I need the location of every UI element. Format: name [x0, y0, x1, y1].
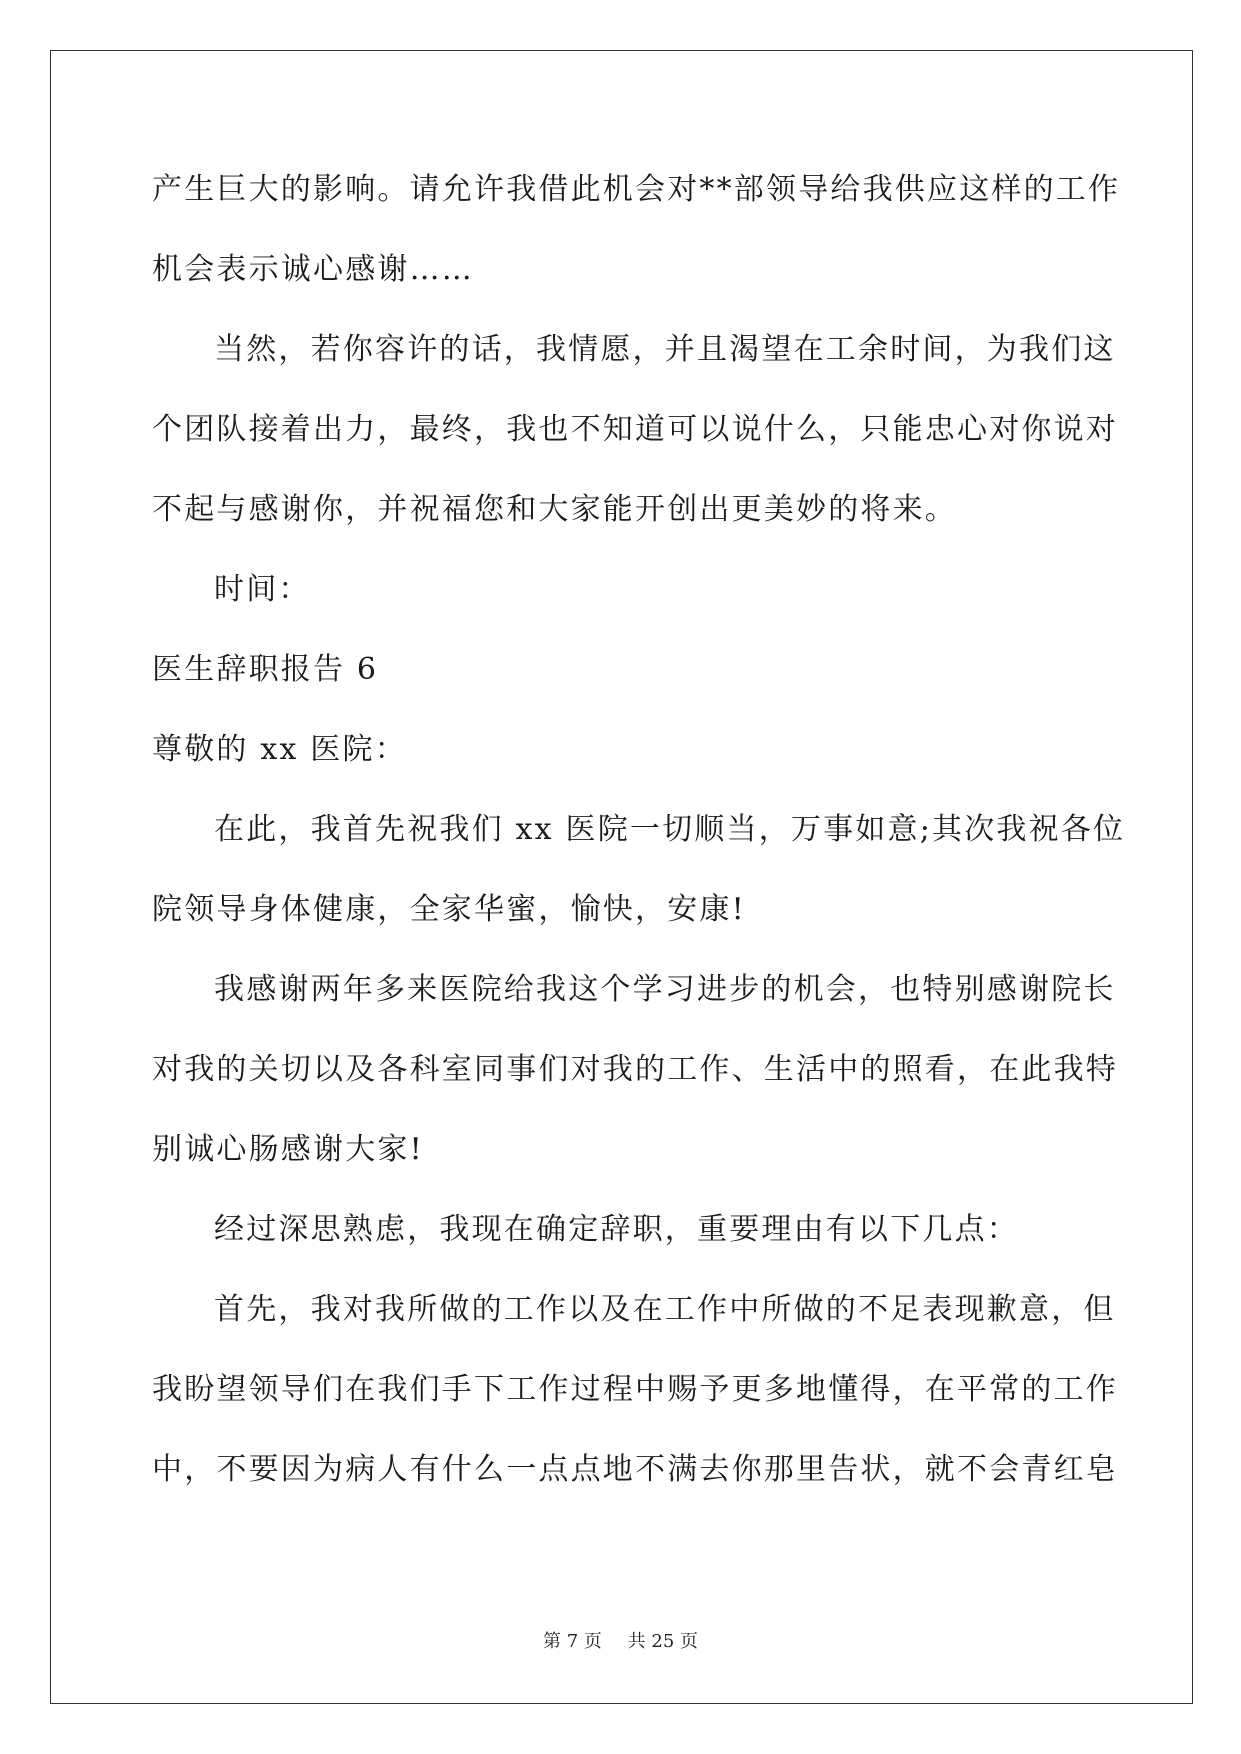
text-line: 对我的关切以及各科室同事们对我的工作、生活中的照看，在此我特: [152, 1052, 1118, 1087]
text-line: 尊敬的 xx 医院：: [152, 732, 407, 767]
page-number: 第 7 页: [543, 1631, 602, 1652]
text-line: 当然，若你容许的话，我情愿，并且渴望在工余时间，为我们这: [214, 332, 1116, 367]
text-line: 中，不要因为病人有什么一点点地不满去你那里告状，就不会青红皂: [152, 1452, 1118, 1487]
text-line: 院领导身体健康，全家华蜜，愉快，安康!: [152, 892, 746, 927]
text-line: 医生辞职报告 6: [152, 652, 379, 687]
document-body: [152, 162, 1126, 1522]
page-footer: [0, 1627, 1241, 1653]
text-line: 在此，我首先祝我们 xx 医院一切顺当，万事如意;其次我祝各位: [214, 812, 1126, 847]
page-total: 共 25 页: [627, 1631, 698, 1652]
text-line: 个团队接着出力，最终，我也不知道可以说什么，只能忠心对你说对: [152, 412, 1118, 447]
text-line: 机会表示诚心感谢……: [152, 252, 474, 287]
text-line: 产生巨大的影响。请允许我借此机会对**部领导给我供应这样的工作: [152, 172, 1121, 207]
text-line: 我感谢两年多来医院给我这个学习进步的机会，也特别感谢院长: [214, 972, 1116, 1007]
text-line: 我盼望领导们在我们手下工作过程中赐予更多地懂得，在平常的工作: [152, 1372, 1118, 1407]
text-line: 别诚心肠感谢大家!: [152, 1132, 424, 1167]
text-line: 时间：: [214, 572, 311, 607]
text-line: 首先，我对我所做的工作以及在工作中所做的不足表现歉意，但: [214, 1292, 1116, 1327]
text-line: 不起与感谢你，并祝福您和大家能开创出更美妙的将来。: [152, 492, 957, 527]
text-line: 经过深思熟虑，我现在确定辞职，重要理由有以下几点：: [214, 1212, 1019, 1247]
